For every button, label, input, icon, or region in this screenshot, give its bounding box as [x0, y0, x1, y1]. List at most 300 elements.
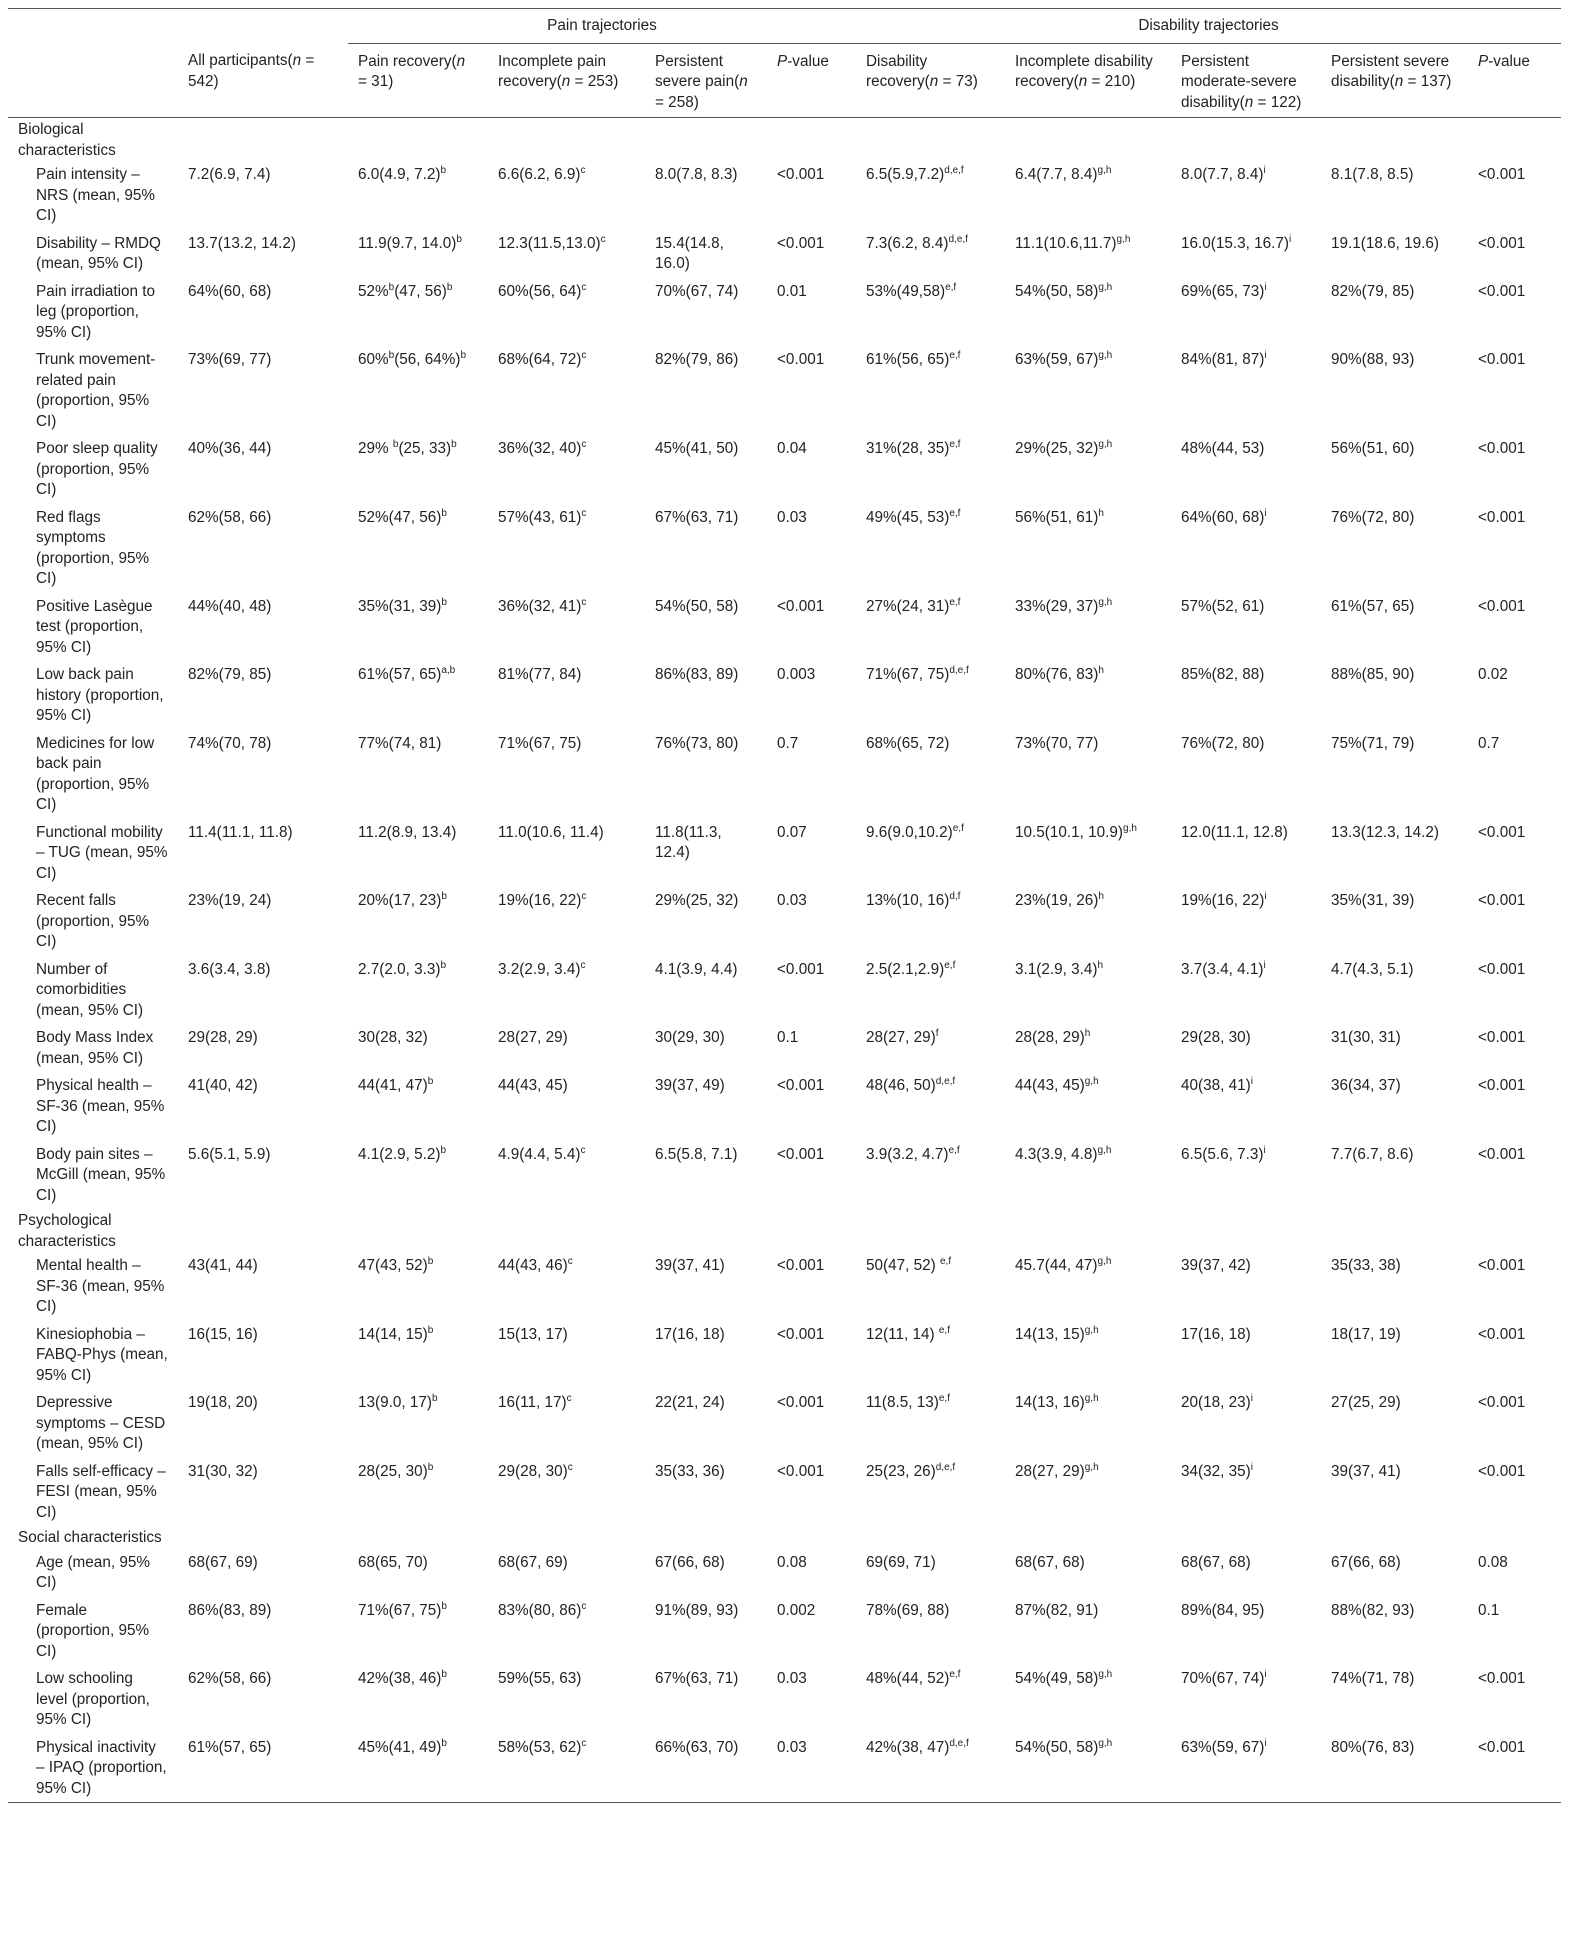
table-cell: 68%(65, 72): [866, 734, 950, 752]
table-row: [8, 887, 1561, 956]
empty-cell: [1171, 1209, 1321, 1252]
table-cell: 0.03: [767, 1734, 856, 1803]
empty-cell: [1321, 118, 1468, 162]
table-cell: 17(16, 18): [655, 1325, 725, 1343]
table-cell: 80%(76, 83): [1321, 1734, 1468, 1803]
header-empty-cell: [8, 43, 178, 118]
section-title: Biological characteristics: [18, 121, 116, 159]
table-cell: 61%(57, 65): [178, 1734, 348, 1803]
table-cell: <0.001: [1478, 282, 1526, 300]
table-row: [8, 730, 1561, 819]
table-cell: <0.001: [777, 351, 825, 368]
table-cell: 39(37, 49): [655, 1077, 725, 1094]
table-cell: 63%(59, 67)$^i$: [1171, 1734, 1321, 1803]
table-cell: 69%(65, 73)$^i$: [1181, 281, 1267, 300]
row-label: Body pain sites – McGill (mean, 95% CI): [36, 1145, 166, 1204]
table-cell: 67%(63, 71): [655, 1670, 739, 1687]
empty-cell: [1468, 1209, 1561, 1252]
section-row: [8, 1526, 1561, 1549]
table-cell: 84%(81, 87)$^i$: [1181, 349, 1267, 368]
disability-trajectories-header: Disability trajectories: [856, 9, 1561, 44]
table-cell: 91%(89, 93): [655, 1601, 739, 1619]
table-cell: 48%(44, 52)$^{e,f}$: [866, 1668, 961, 1687]
header-empty-cell: [8, 9, 178, 44]
table-cell: 75%(71, 79): [1331, 734, 1415, 752]
table-cell: 35(33, 38): [1331, 1257, 1401, 1274]
table-cell: 8.0(7.8, 8.3): [655, 166, 738, 183]
table-cell: 27(25, 29): [1331, 1394, 1401, 1411]
table-cell: 52%$^b$(47, 56)$^b$: [358, 281, 453, 300]
table-cell: 7.2(6.9, 7.4): [188, 166, 271, 183]
table-cell: 0.003: [777, 666, 816, 683]
table-cell: 4.9(4.4, 5.4)$^c$: [498, 1144, 586, 1163]
table-cell: 13%(10, 16)$^{d,f}$: [866, 890, 961, 909]
table-cell: 28(25, 30)$^b$: [358, 1461, 434, 1480]
table-cell: 11.4(11.1, 11.8): [188, 823, 293, 841]
table-cell: 77%(74, 81): [358, 734, 442, 752]
table-cell: 69(69, 71): [866, 1553, 936, 1571]
table-row: [8, 278, 1561, 347]
table-cell: 11(8.5, 13)$^{e,f}$: [866, 1392, 950, 1411]
empty-cell: [348, 118, 488, 162]
row-label: Physical health – SF-36 (mean, 95% CI): [36, 1077, 165, 1135]
table-cell: 0.03: [777, 508, 807, 526]
empty-cell: [856, 1209, 1005, 1252]
empty-cell: [645, 118, 767, 162]
table-cell: 40%(36, 44): [188, 440, 272, 457]
table-cell: 2.7(2.0, 3.3)$^b$: [358, 959, 447, 978]
table-cell: 61%(57, 65): [1331, 597, 1415, 615]
table-cell: 43(41, 44): [188, 1257, 258, 1274]
table-cell: $2.5(2.1,2.9)^{e,f}$: [866, 959, 956, 978]
empty-cell: [856, 118, 1005, 162]
table-cell: 4.1(3.9, 4.4): [655, 960, 738, 978]
table-cell: 14(14, 15)$^b$: [358, 1324, 434, 1343]
table-cell: 62%(58, 66): [188, 508, 272, 526]
table-cell: 16(11, 17)$^c$: [498, 1392, 572, 1411]
row-label: Falls self-efficacy – FESI (mean, 95% CI): [36, 1462, 166, 1521]
table-cell: 80%(76, 83)$^h$: [1015, 664, 1104, 683]
empty-cell: [178, 118, 348, 162]
table-cell: <0.001: [1478, 1029, 1526, 1046]
table-cell: 22(21, 24): [655, 1394, 725, 1411]
table-cell: 19%(16, 22)$^c$: [498, 890, 587, 909]
table-cell: <0.001: [1478, 1257, 1526, 1274]
table-cell: $53\%(49,58)^{e,f}$: [866, 281, 957, 300]
table-cell: 60%(56, 64)$^c$: [498, 281, 587, 300]
table-cell: 16.0(15.3, 16.7)$^i$: [1181, 233, 1292, 252]
row-label: Physical inactivity – IPAQ (proportion, 95% CI): [8, 1734, 178, 1803]
table-cell: 13.7(13.2, 14.2): [188, 234, 297, 252]
table-cell: 87%(82, 91): [1015, 1601, 1099, 1619]
table-cell: <0.001: [777, 597, 825, 615]
table-cell: 58%(53, 62)$^c$: [488, 1734, 645, 1803]
column-header: Incomplete disability recovery(n = 210): [1005, 43, 1171, 118]
row-label: Positive Lasègue test (proportion, 95% CI): [36, 597, 153, 656]
table-cell: 5.6(5.1, 5.9): [188, 1145, 271, 1163]
table-cell: 54%(50, 58): [655, 597, 739, 615]
table-cell: 68(67, 68): [1181, 1553, 1251, 1571]
table-cell: <0.001: [777, 234, 825, 252]
table-cell: 45.7(44, 47)$^{g,h}$: [1015, 1255, 1112, 1274]
table-cell: 16(15, 16): [188, 1325, 258, 1343]
table-cell: 7.3(6.2, 8.4)$^{d,e,f}$: [866, 233, 968, 252]
table-row: [8, 161, 1561, 230]
table-cell: 44(43, 45)$^{g,h}$: [1015, 1075, 1099, 1094]
table-cell: 39(37, 41): [655, 1257, 725, 1274]
table-cell: 82%(79, 86): [655, 351, 739, 368]
table-cell: 15(13, 17): [498, 1325, 568, 1343]
row-label: Kinesiophobia – FABQ-Phys (mean, 95% CI): [36, 1325, 168, 1384]
table-cell: 0.04: [777, 440, 807, 457]
table-cell: 6.6(6.2, 6.9)$^c$: [498, 164, 586, 183]
row-label: Low schooling level (proportion, 95% CI): [36, 1670, 150, 1728]
empty-cell: [767, 1209, 856, 1252]
table-cell: <0.001: [777, 1257, 825, 1274]
table-cell: 59%(55, 63): [498, 1670, 582, 1687]
empty-cell: [1321, 1526, 1468, 1549]
table-body: [8, 118, 1561, 1803]
table-cell: 35%(31, 39): [1331, 892, 1415, 909]
table-cell: 15.4(14.8, 16.0): [655, 234, 724, 272]
table-cell: <0.001: [1478, 597, 1526, 615]
table-row: [8, 346, 1561, 435]
table-cell: 3.7(3.4, 4.1)$^i$: [1181, 959, 1266, 978]
table-cell: 35(33, 36): [655, 1462, 725, 1480]
table-cell: 0.002: [777, 1601, 816, 1619]
empty-cell: [645, 1526, 767, 1549]
table-cell: 29% $^b$(25, 33)$^b$: [358, 438, 457, 457]
table-row: [8, 1458, 1561, 1527]
empty-cell: [1468, 1526, 1561, 1549]
table-cell: 20(18, 23)$^i$: [1181, 1392, 1253, 1411]
table-row: [8, 1597, 1561, 1666]
column-header: Pain recovery(n = 31): [348, 43, 488, 118]
table-cell: 68(67, 69): [498, 1553, 568, 1571]
table-cell: 73%(69, 77): [188, 351, 272, 368]
table-cell: 63%(59, 67)$^{g,h}$: [1015, 349, 1113, 368]
table-cell: 44(43, 46)$^c$: [498, 1255, 573, 1274]
table-cell: 61%(56, 65)$^{e,f}$: [866, 349, 961, 368]
table-cell: 48%(44, 53): [1181, 440, 1265, 457]
table-row: [8, 1389, 1561, 1458]
table-cell: 86%(83, 89): [655, 666, 739, 683]
table-row: [8, 435, 1561, 504]
table-cell: 45%(41, 50): [655, 440, 739, 457]
table-cell: 68(67, 69): [188, 1553, 258, 1571]
empty-cell: [856, 1526, 1005, 1549]
column-header: Disability recovery(n = 73): [856, 43, 1005, 118]
table-cell: $6.5(5.9,7.2)^{d,e,f}$: [866, 164, 964, 183]
table-cell: 47(43, 52)$^b$: [358, 1255, 434, 1274]
column-header: Persistent severe pain(n = 258): [645, 43, 767, 118]
column-header: Incomplete pain recovery(n = 253): [488, 43, 645, 118]
table-row: [8, 661, 1561, 730]
table-cell: 34(32, 35)$^i$: [1181, 1461, 1253, 1480]
table-cell: <0.001: [1478, 1077, 1526, 1094]
table-cell: 76%(72, 80): [1181, 734, 1265, 752]
section-row: [8, 1209, 1561, 1252]
table-cell: 13.3(12.3, 14.2): [1331, 823, 1440, 841]
table-cell: 3.1(2.9, 3.4)$^h$: [1015, 959, 1104, 978]
table-cell: 78%(69, 88): [866, 1601, 950, 1619]
table-cell: 14(13, 15)$^{g,h}$: [1015, 1324, 1099, 1343]
table-cell: 56%(51, 60): [1331, 440, 1415, 457]
table-cell: 42%(38, 46)$^b$: [358, 1668, 447, 1687]
table-cell: 13(9.0, 17)$^b$: [358, 1392, 438, 1411]
table-cell: 19.1(18.6, 19.6): [1331, 234, 1440, 252]
table-cell: 85%(82, 88): [1181, 666, 1265, 683]
table-cell: 44%(40, 48): [188, 597, 272, 615]
table-cell: 44(41, 47)$^b$: [358, 1075, 434, 1094]
row-label: Depressive symptoms – CESD (mean, 95% CI): [36, 1394, 166, 1452]
empty-cell: [1005, 1209, 1171, 1252]
table-cell: 12.0(11.1, 12.8): [1181, 823, 1288, 841]
table-cell: <0.001: [777, 960, 825, 978]
table-cell: 23%(19, 24): [188, 892, 272, 909]
table-cell: 89%(84, 95): [1181, 1601, 1265, 1619]
table-cell: 64%(60, 68): [188, 282, 272, 300]
table-cell: 60%$^b$(56, 64%)$^b$: [358, 349, 467, 368]
table-cell: 29%(25, 32): [655, 892, 739, 909]
table-cell: 0.01: [777, 282, 807, 300]
row-label: Disability – RMDQ (mean, 95% CI): [36, 234, 161, 272]
table-cell: 35%(31, 39)$^b$: [358, 596, 447, 615]
trajectories-table: [8, 8, 1561, 1803]
column-header: All participants(n = 542): [178, 43, 348, 118]
table-cell: 74%(71, 78): [1331, 1670, 1415, 1687]
empty-cell: [178, 1526, 348, 1549]
table-cell: <0.001: [1478, 1462, 1526, 1480]
row-label: Number of comorbidities (mean, 95% CI): [36, 960, 144, 1019]
pain-trajectories-header: Pain trajectories: [348, 9, 856, 44]
table-cell: <0.001: [777, 1145, 825, 1163]
table-cell: <0.001: [1478, 823, 1526, 841]
row-label: Trunk movement-related pain (proportion, 95% CI): [36, 351, 156, 430]
table-cell: <0.001: [777, 166, 825, 183]
empty-cell: [348, 1209, 488, 1252]
table-cell: 67(66, 68): [1331, 1553, 1401, 1571]
table-cell: 30(28, 32): [358, 1029, 428, 1046]
row-label: Low back pain history (proportion, 95% CI): [36, 666, 164, 724]
table-cell: 3.6(3.4, 3.8): [188, 960, 271, 978]
table-cell: 0.02: [1478, 666, 1508, 683]
table-cell: 56%(51, 61)$^h$: [1015, 507, 1104, 526]
table-cell: 36%(32, 40)$^c$: [498, 438, 587, 457]
table-cell: 28(27, 29): [498, 1029, 568, 1046]
table-cell: 0.07: [777, 823, 807, 841]
table-cell: 36(34, 37): [1331, 1077, 1401, 1094]
table-cell: 0.1: [777, 1029, 799, 1046]
table-cell: 29%(25, 32)$^{g,h}$: [1015, 438, 1113, 457]
row-label: Poor sleep quality (proportion, 95% CI): [36, 440, 158, 498]
row-label: Recent falls (proportion, 95% CI): [36, 892, 150, 950]
table-cell: 44(43, 45): [498, 1077, 568, 1094]
table-cell: 4.7(4.3, 5.1): [1331, 960, 1414, 978]
empty-cell: [348, 1526, 488, 1549]
row-label: Red flags symptoms (proportion, 95% CI): [36, 508, 150, 587]
table-cell: 18(17, 19): [1331, 1325, 1401, 1343]
table-cell: 10.5(10.1, 10.9)$^{g,h}$: [1015, 822, 1137, 841]
table-cell: 8.0(7.7, 8.4)$^i$: [1181, 164, 1266, 183]
table-cell: 4.3(3.9, 4.8)$^{g,h}$: [1015, 1144, 1112, 1163]
row-label: Female (proportion, 95% CI): [36, 1601, 150, 1660]
table-cell: <0.001: [777, 1325, 825, 1343]
table-cell: 66%(63, 70): [645, 1734, 767, 1803]
table-cell: <0.001: [1468, 1734, 1561, 1803]
table-cell: 7.7(6.7, 8.6): [1331, 1145, 1414, 1163]
table-cell: 11.0(10.6, 11.4): [498, 823, 604, 841]
row-label: Pain irradiation to leg (proportion, 95% CI): [36, 282, 156, 341]
table-cell: 45%(41, 49)$^b$: [348, 1734, 488, 1803]
empty-cell: [488, 118, 645, 162]
table-cell: 0.08: [777, 1553, 807, 1571]
table-cell: 90%(88, 93): [1331, 351, 1415, 368]
table-cell: 73%(70, 77): [1015, 734, 1099, 752]
table-row: [8, 819, 1561, 888]
table-cell: 88%(85, 90): [1331, 666, 1415, 683]
table-row: [8, 1549, 1561, 1597]
table-cell: 27%(24, 31)$^{e,f}$: [866, 596, 961, 615]
table-cell: 82%(79, 85): [1331, 282, 1415, 300]
table-cell: <0.001: [777, 1394, 825, 1411]
table-cell: 0.1: [1478, 1601, 1500, 1619]
table-row: [8, 1252, 1561, 1321]
empty-cell: [1171, 1526, 1321, 1549]
table-header: [8, 9, 1561, 118]
table-cell: 6.5(5.8, 7.1): [655, 1145, 738, 1163]
table-cell: 76%(72, 80): [1331, 508, 1415, 526]
table-cell: 86%(83, 89): [188, 1601, 272, 1619]
table-cell: 0.7: [1478, 734, 1500, 752]
empty-cell: [488, 1526, 645, 1549]
table-cell: $9.6(9.0,10.2)^{e,f}$: [866, 822, 964, 841]
table-cell: 71%(67, 75)$^{d,e,f}$: [866, 664, 969, 683]
table-row: [8, 1072, 1561, 1141]
table-cell: 76%(73, 80): [655, 734, 739, 752]
column-header: Persistent moderate-severe disability(n = 122): [1171, 43, 1321, 118]
table-cell: <0.001: [1478, 1394, 1526, 1411]
table-cell: 39(37, 41): [1331, 1462, 1401, 1480]
table-row: [8, 1024, 1561, 1072]
table-cell: 4.1(2.9, 5.2)$^b$: [358, 1144, 447, 1163]
table-cell: 30(29, 30): [655, 1029, 725, 1046]
table-cell: 49%(45, 53)$^{e,f}$: [866, 507, 961, 526]
table-cell: <0.001: [1478, 166, 1526, 183]
table-cell: 52%(47, 56)$^b$: [358, 507, 447, 526]
empty-cell: [1005, 1526, 1171, 1549]
table-cell: 54%(50, 58)$^{g,h}$: [1005, 1734, 1171, 1803]
empty-cell: [1468, 118, 1561, 162]
table-cell: <0.001: [1478, 892, 1526, 909]
table-cell: 68(65, 70): [358, 1553, 428, 1571]
row-label: Medicines for low back pain (proportion, 95% CI): [36, 734, 155, 813]
table-cell: 28(28, 29)$^h$: [1015, 1027, 1091, 1046]
table-cell: <0.001: [1478, 440, 1526, 457]
table-cell: <0.001: [1478, 508, 1526, 526]
empty-cell: [645, 1209, 767, 1252]
empty-cell: [178, 1209, 348, 1252]
table-cell: 48(46, 50)$^{d,e,f}$: [866, 1075, 956, 1094]
table-cell: <0.001: [1478, 1145, 1526, 1163]
table-cell: 6.5(5.6, 7.3)$^i$: [1181, 1144, 1266, 1163]
table-cell: 31(30, 32): [188, 1462, 258, 1480]
table-cell: 83%(80, 86)$^c$: [498, 1600, 587, 1619]
table-cell: 67(66, 68): [655, 1553, 725, 1571]
table-cell: 17(16, 18): [1181, 1325, 1251, 1343]
table-cell: 28(27, 29)$^f$: [866, 1027, 939, 1046]
table-cell: 3.9(3.2, 4.7)$^{e,f}$: [866, 1144, 960, 1163]
table-cell: <0.001: [777, 1462, 825, 1480]
table-cell: 39(37, 42): [1181, 1257, 1251, 1274]
table-cell: 71%(67, 75)$^b$: [358, 1600, 447, 1619]
table-cell: 11.9(9.7, 14.0)$^b$: [358, 233, 462, 252]
table-cell: 54%(49, 58)$^{g,h}$: [1015, 1668, 1113, 1687]
column-header: Persistent severe disability(n = 137): [1321, 43, 1468, 118]
table-cell: 6.4(7.7, 8.4)$^{g,h}$: [1015, 164, 1112, 183]
column-header: P-value: [1468, 43, 1561, 118]
empty-cell: [488, 1209, 645, 1252]
empty-cell: [767, 1526, 856, 1549]
table-cell: <0.001: [1478, 1325, 1526, 1343]
table-cell: 50(47, 52) $^{e,f}$: [866, 1255, 952, 1274]
table-cell: 74%(70, 78): [188, 734, 272, 752]
table-cell: 0.03: [777, 892, 807, 909]
table-cell: 6.0(4.9, 7.2)$^b$: [358, 164, 447, 183]
table-cell: 40(38, 41)$^i$: [1181, 1075, 1253, 1094]
table-row: [8, 230, 1561, 278]
table-cell: 88%(82, 93): [1331, 1601, 1415, 1619]
table-row: [8, 1734, 1561, 1803]
table-cell: 41(40, 42): [188, 1077, 258, 1094]
table-cell: <0.001: [1478, 1670, 1526, 1687]
row-label: Pain intensity – NRS (mean, 95% CI): [36, 166, 156, 224]
empty-cell: [1321, 1209, 1468, 1252]
table-cell: 29(28, 30)$^c$: [498, 1461, 573, 1480]
table-cell: 31%(28, 35)$^{e,f}$: [866, 438, 961, 457]
table-cell: 54%(50, 58)$^{g,h}$: [1015, 281, 1113, 300]
table-cell: 70%(67, 74)$^i$: [1181, 1668, 1267, 1687]
table-cell: 81%(77, 84): [498, 666, 582, 683]
table-cell: 62%(58, 66): [188, 1670, 272, 1687]
table-cell: 29(28, 29): [188, 1029, 258, 1046]
table-row: [8, 1321, 1561, 1390]
empty-cell: [767, 118, 856, 162]
table-cell: 31(30, 31): [1331, 1029, 1401, 1046]
table-cell: 0.03: [777, 1670, 807, 1687]
table-cell: 33%(29, 37)$^{g,h}$: [1015, 596, 1113, 615]
table-row: [8, 1141, 1561, 1210]
table-cell: 0.7: [777, 734, 799, 752]
table-row: [8, 504, 1561, 593]
table-cell: 68(67, 68): [1015, 1553, 1085, 1571]
table-cell: 67%(63, 71): [655, 508, 739, 526]
table-cell: $11.1(10.6,11.7)^{g,h}$: [1015, 233, 1131, 252]
table-cell: 71%(67, 75): [498, 734, 582, 752]
section-title: Social characteristics: [18, 1529, 162, 1546]
header-empty-cell: [178, 9, 348, 44]
table-cell: 57%(52, 61): [1181, 597, 1265, 615]
table-cell: 68%(64, 72)$^c$: [498, 349, 587, 368]
table-cell: 11.2(8.9, 13.4): [358, 823, 457, 841]
table-cell: <0.001: [1478, 960, 1526, 978]
table-cell: $12.3(11.5,13.0)^c$: [498, 233, 606, 252]
row-label: Age (mean, 95% CI): [36, 1553, 150, 1591]
table-cell: 28(27, 29)$^{g,h}$: [1015, 1461, 1099, 1480]
table-cell: 64%(60, 68)$^i$: [1181, 507, 1267, 526]
table-cell: <0.001: [777, 1077, 825, 1094]
table-row: [8, 956, 1561, 1025]
